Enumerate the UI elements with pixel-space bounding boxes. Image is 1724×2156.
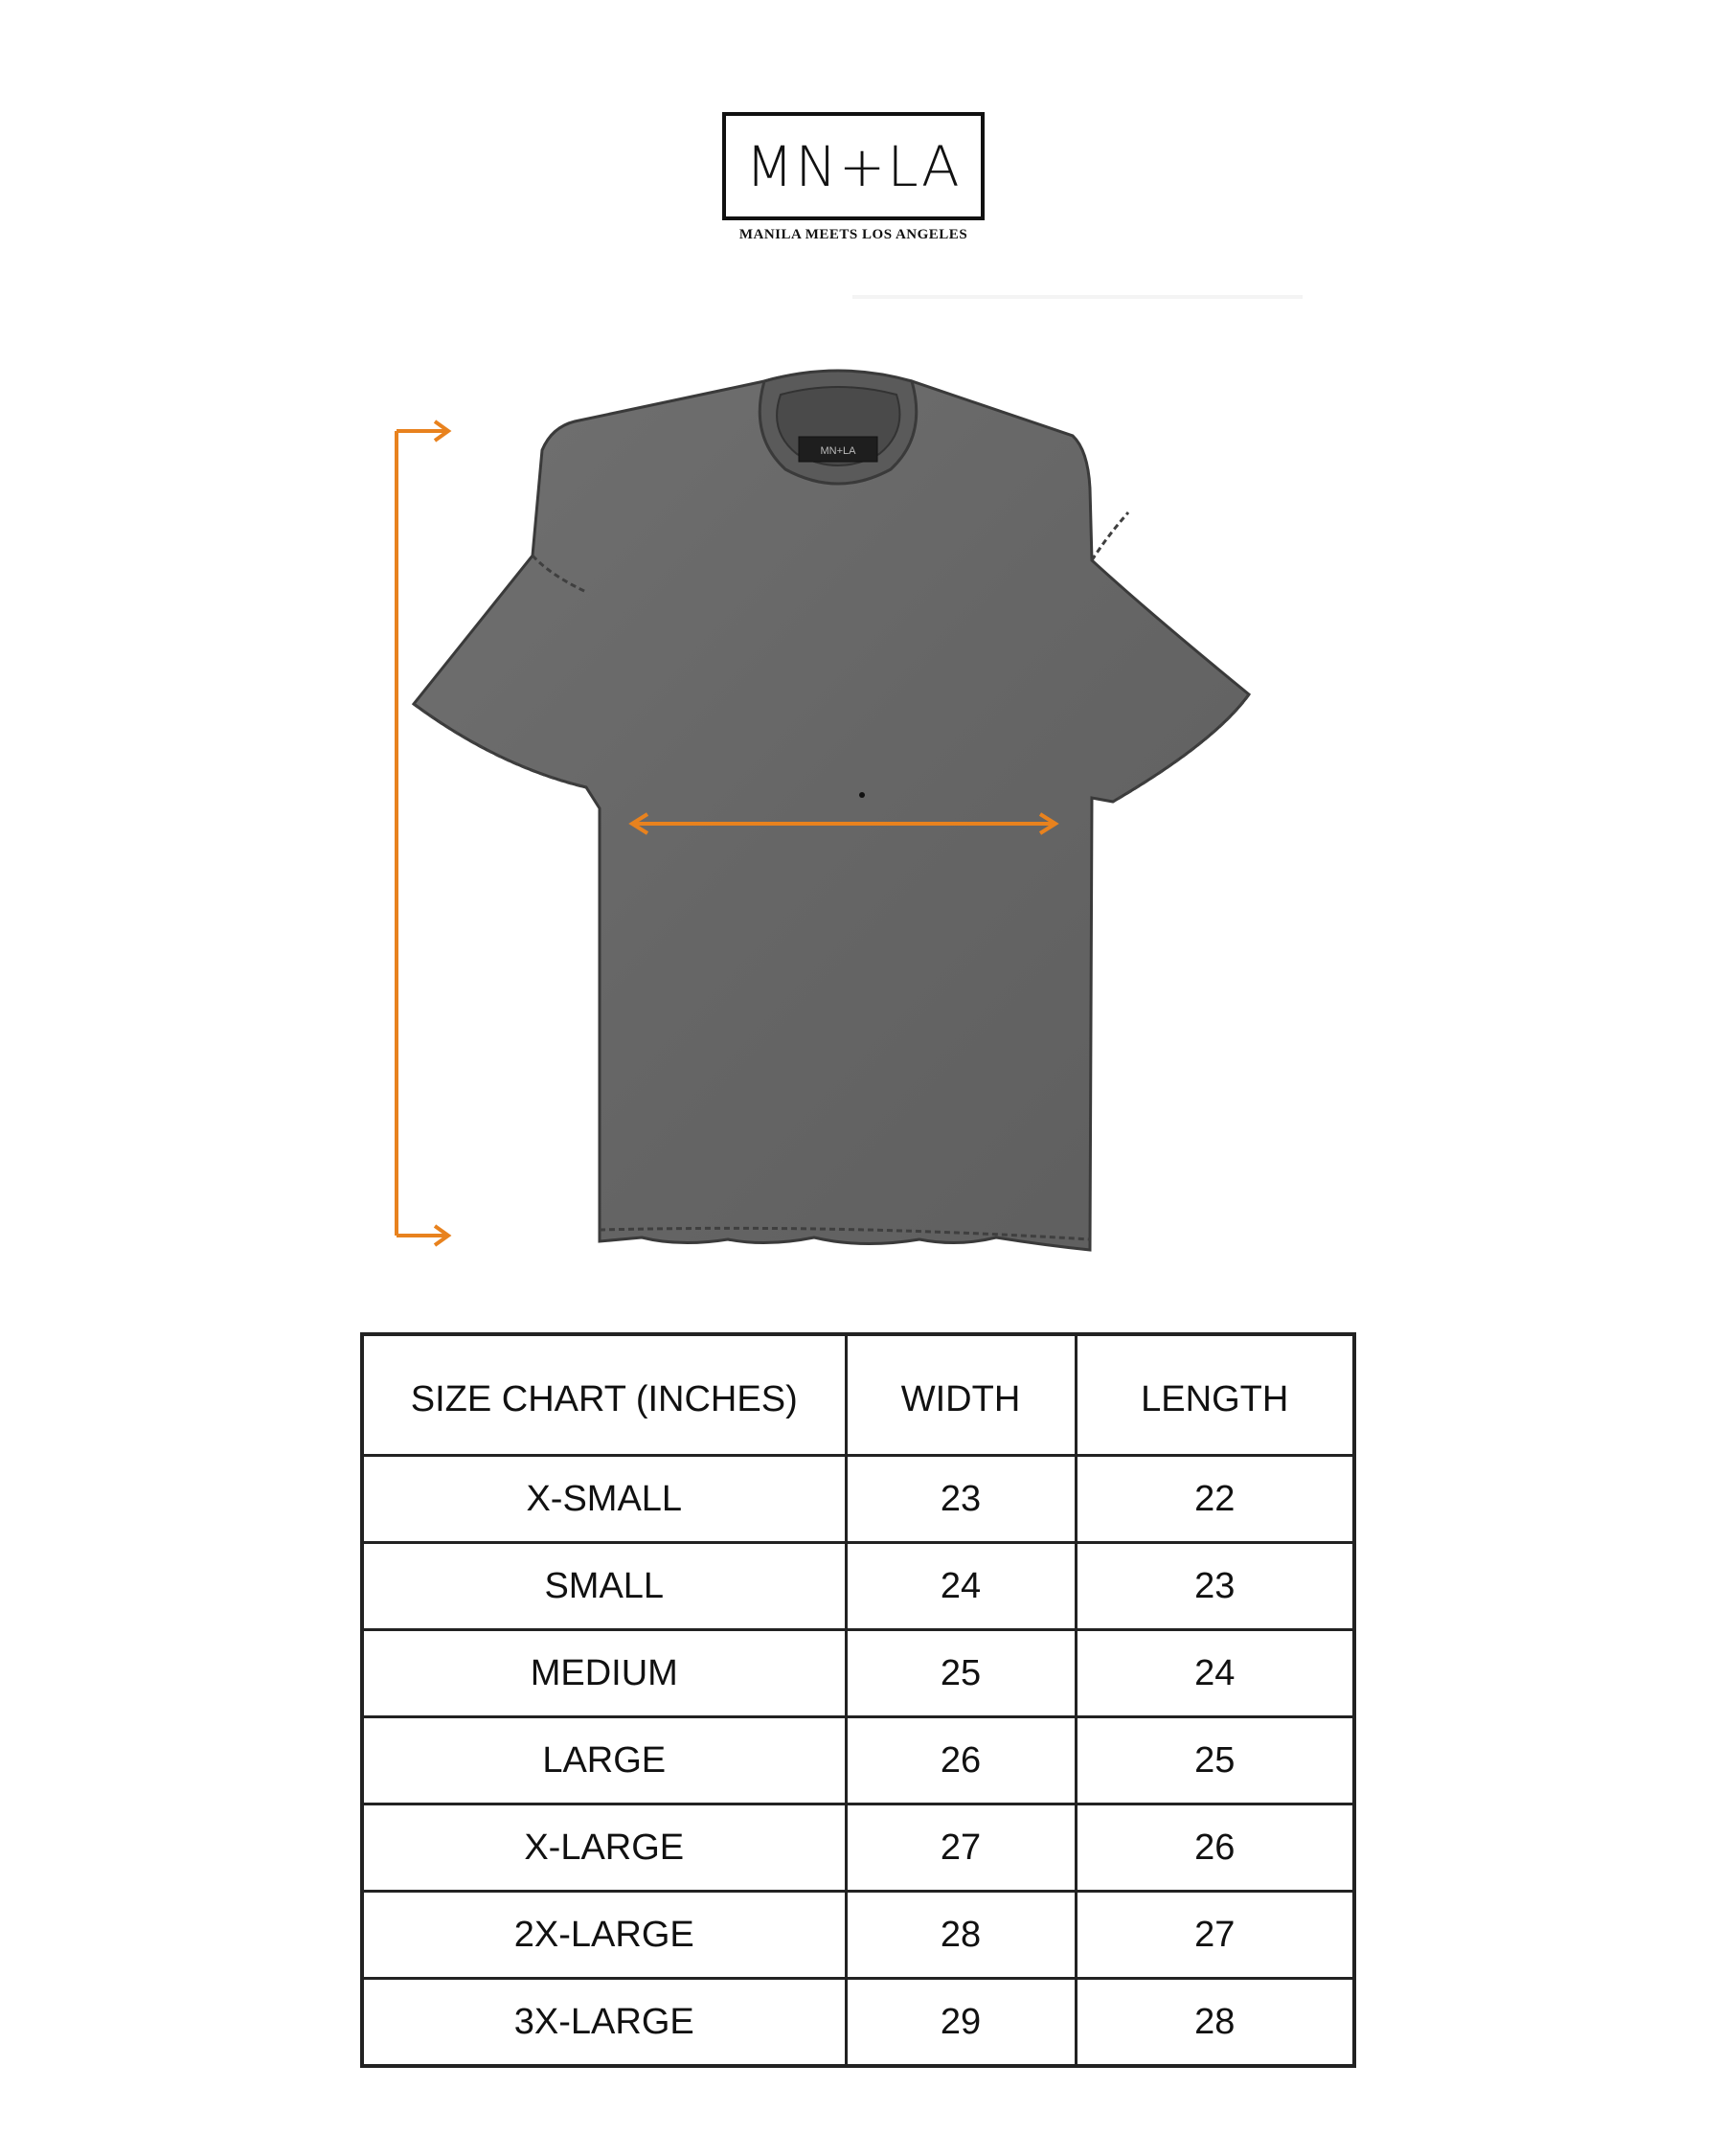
table-row bbox=[362, 1979, 1354, 2067]
t-shirt-icon bbox=[414, 373, 1249, 1250]
length-arrow bbox=[397, 421, 448, 1245]
table-row bbox=[362, 1456, 1354, 1543]
size-cell: SMALL bbox=[362, 1543, 846, 1630]
length-cell: 27 bbox=[1076, 1892, 1354, 1979]
size-cell: 3X-LARGE bbox=[362, 1979, 846, 2067]
length-cell: 23 bbox=[1076, 1543, 1354, 1630]
size-cell: X-LARGE bbox=[362, 1804, 846, 1892]
length-cell: 24 bbox=[1076, 1630, 1354, 1717]
fabric-dot bbox=[859, 792, 865, 798]
width-cell: 26 bbox=[846, 1717, 1076, 1804]
width-cell: 24 bbox=[846, 1543, 1076, 1630]
length-cell: 25 bbox=[1076, 1717, 1354, 1804]
table-row bbox=[362, 1717, 1354, 1804]
size-cell: X-SMALL bbox=[362, 1456, 846, 1543]
width-header: WIDTH bbox=[846, 1334, 1076, 1456]
size-cell: 2X-LARGE bbox=[362, 1892, 846, 1979]
size-chart-table bbox=[360, 1332, 1356, 2068]
width-cell: 29 bbox=[846, 1979, 1076, 2067]
neck-label-text: MN+LA bbox=[820, 445, 856, 457]
length-cell: 22 bbox=[1076, 1456, 1354, 1543]
length-header: LENGTH bbox=[1076, 1334, 1354, 1456]
brand-logo-text: MN+LA bbox=[745, 133, 962, 199]
table-row bbox=[362, 1630, 1354, 1717]
size-chart-header-row bbox=[362, 1334, 1354, 1456]
table-row bbox=[362, 1892, 1354, 1979]
width-cell: 23 bbox=[846, 1456, 1076, 1543]
size-cell: MEDIUM bbox=[362, 1630, 846, 1717]
size-cell: LARGE bbox=[362, 1717, 846, 1804]
shoulder-seam-right bbox=[1092, 512, 1128, 560]
size-chart-title: SIZE CHART (INCHES) bbox=[362, 1334, 846, 1456]
table-row bbox=[362, 1804, 1354, 1892]
width-cell: 28 bbox=[846, 1892, 1076, 1979]
table-row bbox=[362, 1543, 1354, 1630]
brand-tagline: MANILA MEETS LOS ANGELES bbox=[738, 227, 968, 242]
length-cell: 28 bbox=[1076, 1979, 1354, 2067]
length-cell: 26 bbox=[1076, 1804, 1354, 1892]
width-cell: 27 bbox=[846, 1804, 1076, 1892]
width-cell: 25 bbox=[846, 1630, 1076, 1717]
